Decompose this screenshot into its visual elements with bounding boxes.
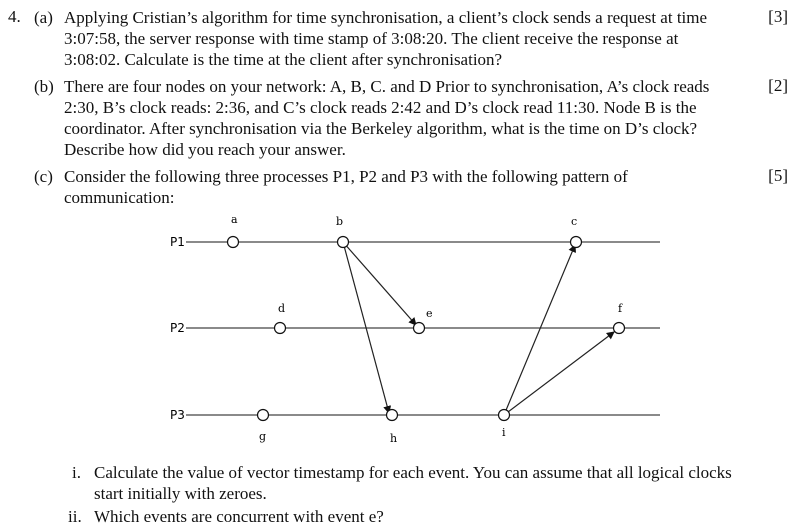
subpart-ii-text: Which events are concurrent with event e? bbox=[94, 507, 384, 526]
part-a-label: (a) bbox=[34, 8, 53, 27]
part-b-label: (b) bbox=[34, 77, 54, 96]
subpart-ii-label: ii. bbox=[68, 507, 82, 526]
event-label-f: f bbox=[618, 302, 623, 315]
part-c-marks: [5] bbox=[768, 166, 788, 185]
part-c-text: Consider the following three processes P1, P2 and P3 with the following pattern of communication: bbox=[64, 167, 628, 207]
part-a-marks: [3] bbox=[768, 7, 788, 26]
message-i-to-f bbox=[504, 332, 614, 415]
event-label-e: e bbox=[426, 307, 433, 320]
event-b bbox=[338, 237, 349, 248]
process-label-p3: P3 bbox=[170, 408, 185, 422]
event-label-d: d bbox=[278, 302, 286, 315]
message-i-to-c bbox=[504, 245, 575, 415]
event-g bbox=[258, 410, 269, 421]
event-label-c: c bbox=[571, 215, 578, 228]
part-c-label: (c) bbox=[34, 167, 53, 186]
process-label-p1: P1 bbox=[170, 235, 185, 249]
event-c bbox=[571, 237, 582, 248]
event-label-h: h bbox=[390, 432, 398, 445]
event-f bbox=[614, 323, 625, 334]
subpart-i-label: i. bbox=[72, 463, 81, 482]
event-h bbox=[387, 410, 398, 421]
subpart-ii bbox=[68, 506, 748, 527]
process-label-p2: P2 bbox=[170, 321, 185, 335]
question-number: 4. bbox=[8, 7, 21, 26]
event-label-a: a bbox=[231, 213, 238, 226]
event-a bbox=[228, 237, 239, 248]
part-b-text: There are four nodes on your network: A, B, C. and D Prior to synchronisation, A’s clock reads 2:30, B’s clock reads: 2:36, and C’s clock reads 2:42 and D’s clock read 11:30. Node B is the coordinator. After synchronisation via the Berkeley algorithm, what is the time on D’s clock?Describe how did you reach your answer. bbox=[64, 77, 710, 159]
subpart-i bbox=[72, 462, 752, 504]
event-e bbox=[414, 323, 425, 334]
event-label-b: b bbox=[336, 215, 344, 228]
part-a-text: Applying Cristian’s algorithm for time synchronisation, a client’s clock sends a request at time 3:07:58, the server response with time stamp of 3:08:20. The client receive the response at 3:08:02. Calculate is the time at the client after synchronisation? bbox=[64, 8, 708, 69]
subpart-i-text: Calculate the value of vector timestamp for each event. You can assume that all logical clocks start initially with zeroes. bbox=[94, 463, 732, 503]
event-i bbox=[499, 410, 510, 421]
event-label-i: i bbox=[502, 426, 506, 439]
part-b-marks: [2] bbox=[768, 76, 788, 95]
event-label-g: g bbox=[259, 430, 267, 443]
event-d bbox=[275, 323, 286, 334]
